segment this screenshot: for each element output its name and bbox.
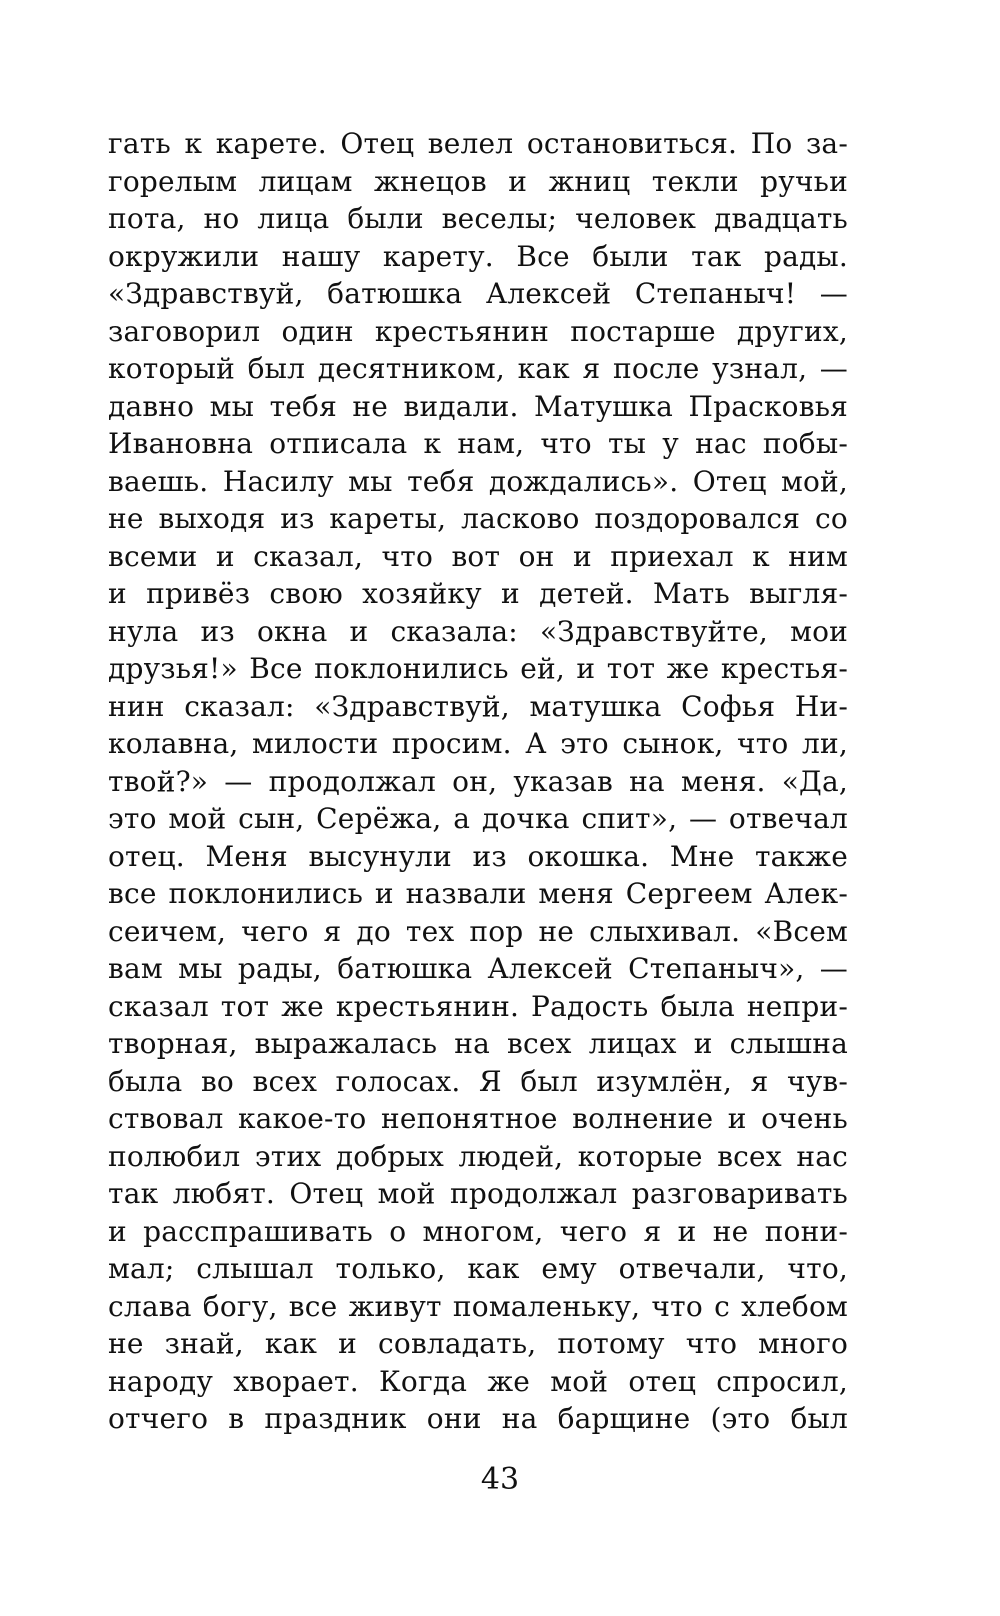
text-line: ваешь. Насилу мы тебя дождались». Отец мой, xyxy=(108,464,848,498)
text-line: это мой сын, Серёжа, а дочка спит», — отвечал xyxy=(108,802,848,835)
text-line: так любят. Отец мой продолжал разговаривать xyxy=(108,1177,848,1210)
text-line: окружили нашу карету. Все были так рады. xyxy=(108,239,848,273)
text-line: сеичем, чего я до тех пор не слыхивал. «Всем xyxy=(108,914,848,948)
text-line: вам мы рады, батюшка Алексей Степаныч», — xyxy=(108,952,848,985)
page-number: 43 xyxy=(480,1462,520,1497)
text-line: сказал тот же крестьянин. Радость была непри- xyxy=(108,989,848,1023)
text-line: полюбил этих добрых людей, которые всех нас xyxy=(108,1139,848,1173)
text-line: не выходя из кареты, ласково поздоровался со xyxy=(108,502,848,535)
text-line: и расспрашивать о многом, чего я и не пони- xyxy=(108,1214,848,1248)
text-line: давно мы тебя не видали. Матушка Прасковья xyxy=(108,389,848,423)
text-line: отец. Меня высунули из окошка. Мне также xyxy=(108,839,848,873)
text-line: нула из окна и сказала: «Здравствуйте, мои xyxy=(108,614,848,648)
text-line: «Здравствуй, батюшка Алексей Степаныч! — xyxy=(108,277,848,310)
text-line: народу хворает. Когда же мой отец спросил, xyxy=(108,1364,848,1398)
text-line: пота, но лица были веселы; человек двадцать xyxy=(108,202,848,235)
text-line: колавна, милости просим. А это сынок, что ли, xyxy=(108,727,848,760)
text-line: не знай, как и совладать, потому что много xyxy=(108,1327,848,1360)
text-line: друзья!» Все поклонились ей, и тот же крестья- xyxy=(108,652,848,685)
text-line: творная, выражалась на всех лицах и слышна xyxy=(108,1027,848,1060)
text-line: гать к карете. Отец велел остановиться. По за- xyxy=(108,127,848,160)
text-line: и привёз свою хозяйку и детей. Мать выгля- xyxy=(108,577,848,610)
text-line: твой?» — продолжал он, указав на меня. «Да, xyxy=(108,764,848,798)
text-line: слава богу, все живут помаленьку, что с хлебом xyxy=(108,1289,848,1323)
text-line: который был десятником, как я после узнал, — xyxy=(108,352,848,385)
text-line: заговорил один крестьянин постарше других, xyxy=(108,314,848,348)
text-line: Ивановна отписала к нам, что ты у нас побы- xyxy=(108,427,848,460)
text-line: мал; слышал только, как ему отвечали, что, xyxy=(108,1252,848,1285)
body-text xyxy=(108,125,848,1438)
text-line: горелым лицам жнецов и жниц текли ручьи xyxy=(108,164,848,198)
text-line: нин сказал: «Здравствуй, матушка Софья Ни- xyxy=(108,689,848,723)
text-line: ствовал какое-то непонятное волнение и очень xyxy=(108,1102,848,1135)
text-line: всеми и сказал, что вот он и приехал к ним xyxy=(108,539,848,573)
text-line: все поклонились и назвали меня Сергеем Алек- xyxy=(108,877,848,910)
text-line: была во всех голосах. Я был изумлён, я чув- xyxy=(108,1064,848,1098)
text-line: отчего в праздник они на барщине (это был xyxy=(108,1402,848,1435)
